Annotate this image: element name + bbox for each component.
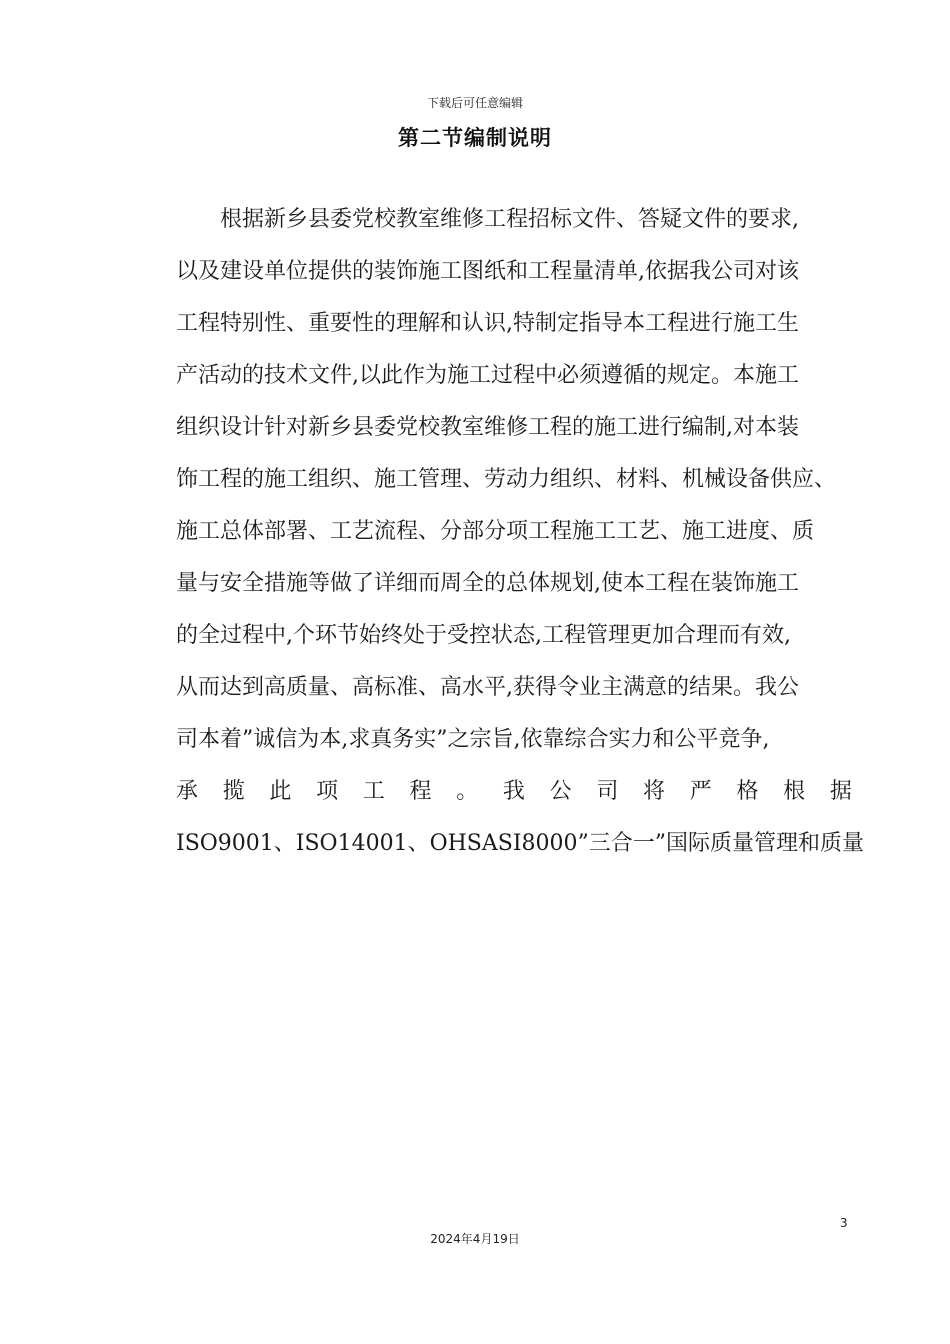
paragraph-line: 组织设计针对新乡县委党校教室维修工程的施工进行编制,对本装 bbox=[176, 415, 799, 440]
paragraph-line: 司本着”诚信为本,求真务实”之宗旨,依靠综合实力和公平竞争, bbox=[176, 727, 770, 752]
justified-char: 揽 bbox=[222, 779, 245, 804]
paragraph-line-justified bbox=[176, 770, 852, 822]
section-title: 第二节编制说明 bbox=[398, 126, 552, 150]
justified-char: 公 bbox=[549, 779, 572, 804]
justified-char: 司 bbox=[596, 779, 619, 804]
justified-char: 程 bbox=[409, 779, 432, 804]
justified-char: 据 bbox=[829, 779, 852, 804]
page-number: 3 bbox=[840, 1216, 848, 1230]
paragraph-line: 施工总体部署、工艺流程、分部分项工程施工工艺、施工进度、质 bbox=[176, 519, 815, 544]
justified-char: 根 bbox=[783, 779, 806, 804]
paragraph-line: ISO9001、ISO14001、OHSASI8000”三合一”国际质量管理和质量 bbox=[176, 831, 864, 856]
paragraph-line: 的全过程中,个环节始终处于受控状态,工程管理更加合理而有效, bbox=[176, 623, 791, 648]
paragraph-line: 以及建设单位提供的装饰施工图纸和工程量清单,依据我公司对该 bbox=[176, 259, 799, 284]
footer-date: 2024年4月19日 bbox=[430, 1232, 520, 1246]
justified-char: 工 bbox=[362, 779, 385, 804]
paragraph-line: 产活动的技术文件,以此作为施工过程中必须遵循的规定。本施工 bbox=[176, 363, 799, 388]
paragraph-line: 从而达到高质量、高标准、高水平,获得令业主满意的结果。我公 bbox=[176, 675, 799, 700]
paragraph-line: 工程特别性、重要性的理解和认识,特制定指导本工程进行施工生 bbox=[176, 311, 799, 336]
justified-char: 承 bbox=[176, 779, 199, 804]
justified-char: 将 bbox=[643, 779, 666, 804]
paragraph-line: 饰工程的施工组织、施工管理、劳动力组织、材料、机械设备供应、 bbox=[176, 467, 837, 492]
paragraph-line: 量与安全措施等做了详细而周全的总体规划,使本工程在装饰施工 bbox=[176, 571, 799, 596]
justified-char: 。 bbox=[456, 779, 479, 804]
paragraph-line: 根据新乡县委党校教室维修工程招标文件、答疑文件的要求, bbox=[220, 207, 799, 232]
justified-char: 严 bbox=[689, 779, 712, 804]
body-paragraph bbox=[176, 198, 864, 874]
justified-char: 此 bbox=[269, 779, 292, 804]
header-note: 下载后可任意编辑 bbox=[426, 96, 523, 110]
justified-char: 我 bbox=[502, 779, 525, 804]
justified-char: 格 bbox=[736, 779, 759, 804]
justified-char: 项 bbox=[316, 779, 339, 804]
